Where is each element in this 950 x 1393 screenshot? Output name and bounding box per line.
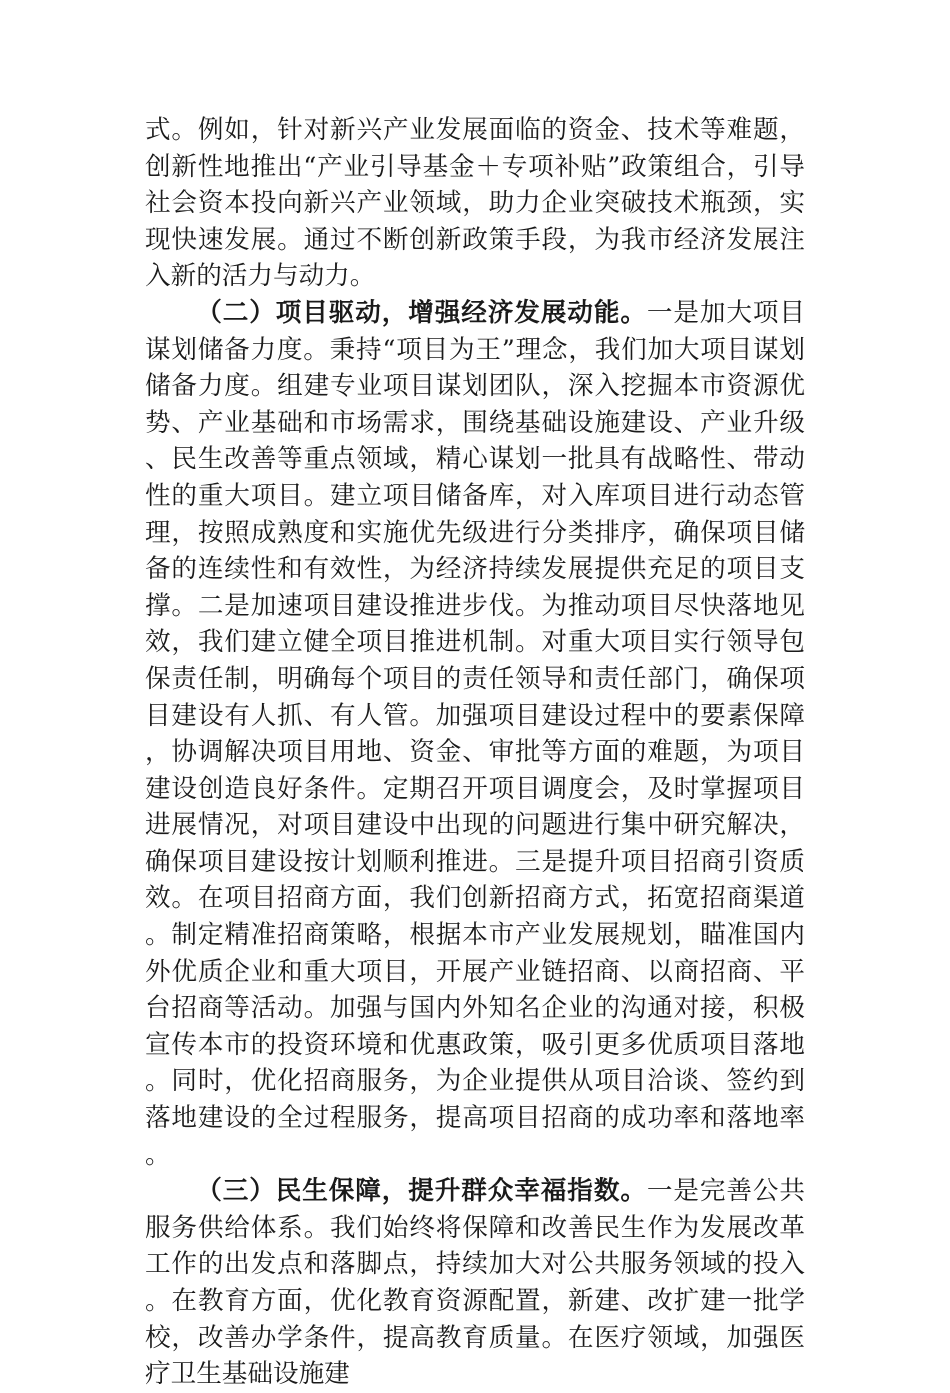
section-heading-project-driven: （二）项目驱动，增强经济发展动能。: [196, 297, 647, 328]
paragraph-livelihood: [145, 1173, 805, 1393]
paragraph-body: 式。例如，针对新兴产业发展面临的资金、技术等难题，创新性地推出“产业引导基金＋专项补贴”政策组合，引导社会资本投向新兴产业领域，助力企业突破技术瓶颈，实现快速发展。通过不断创新政策手段，为我市经济发展注入新的活力与动力。: [145, 115, 805, 292]
paragraph-policy-conclusion: [145, 112, 805, 295]
paragraph-project-driven: [145, 295, 805, 1173]
section-heading-livelihood: （三）民生保障，提升群众幸福指数。: [196, 1176, 647, 1207]
paragraph-body: 一是完善公共服务供给体系。我们始终将保障和改善民生作为发展改革工作的出发点和落脚点，持续加大对公共服务领域的投入。在教育方面，优化教育资源配置，新建、改扩建一批学校，改善办学条件，提高教育质量。在医疗领域，加强医疗卫生基础设施建: [145, 1176, 805, 1390]
paragraph-body: 一是加大项目谋划储备力度。秉持“项目为王”理念，我们加大项目谋划储备力度。组建专业项目谋划团队，深入挖掘本市资源优势、产业基础和市场需求，围绕基础设施建设、产业升级、民生改善等重点领域，精心谋划一批具有战略性、带动性的重大项目。建立项目储备库，对入库项目进行动态管理，按照成熟度和实施优先级进行分类排序，确保项目储备的连续性和有效性，为经济持续发展提供充足的项目支撑。二是加速项目建设推进步伐。为推动项目尽快落地见效，我们建立健全项目推进机制。对重大项目实行领导包保责任制，明确每个项目的责任领导和责任部门，确保项目建设有人抓、有人管。加强项目建设过程中的要素保障，协调解决项目用地、资金、审批等方面的难题，为项目建设创造良好条件。定期召开项目调度会，及时掌握项目进展情况，对项目建设中出现的问题进行集中研究解决，确保项目建设按计划顺利推进。三是提升项目招商引资质效。在项目招商方面，我们创新招商方式，拓宽招商渠道。制定精准招商策略，根据本市产业发展规划，瞄准国内外优质企业和重大项目，开展产业链招商、以商招商、平台招商等活动。加强与国内外知名企业的沟通对接，积极宣传本市的投资环境和优惠政策，吸引更多优质项目落地。同时，优化招商服务，为企业提供从项目洽谈、签约到落地建设的全过程服务，提高项目招商的成功率和落地率。: [145, 297, 805, 1170]
